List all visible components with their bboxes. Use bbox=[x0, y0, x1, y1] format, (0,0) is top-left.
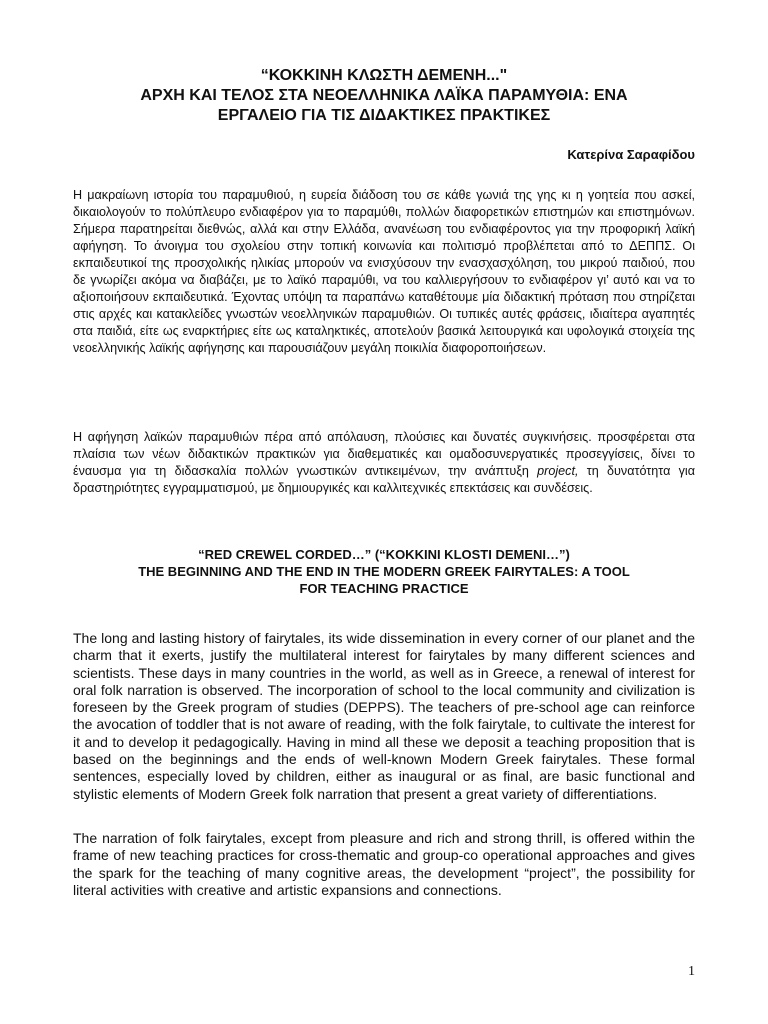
greek-abstract-p2-italic: project, bbox=[537, 464, 579, 478]
english-title-line-2: THE BEGINNING AND THE END IN THE MODERN GREEK FAIRYTALES: A TOOL bbox=[138, 564, 630, 579]
greek-abstract-paragraph-1: Η μακραίωνη ιστορία του παραμυθιού, η ευρεία διάδοση του σε κάθε γωνιά της γης κι η γοητεία που ασκεί, δικαιολογούν το πολύπλευρο ενδιαφέρον για το παραμύθι, πολλών διαφορετικών επιστημών και επιστημόνων. Σήμερα παρατηρείται διεθνώς, αλλά και στην Ελλάδα, ανανέωση του ενδιαφέροντος για την προφορική λαϊκή αφήγηση. Το άνοιγμα του σχολείου στην τοπική κοινωνία και πολιτισμό προβλέπεται από το ΔΕΠΠΣ. Οι εκπαιδευτικοί της προσχολικής ηλικίας μπορούν να ενισχύσουν την ενασχασχόληση, του μικρού παιδιού, που δε γνωρίζει ακόμα να διαβάζει, με το λαϊκό παραμύθι, να του καλλιεργήσουν το ενδιαφέρον γι’ αυτό και να το αξιοποιήσουν εκπαιδευτικά. Έχοντας υπόψη τα παραπάνω καταθέτουμε μία διδακτική πρόταση που στηρίζεται στις αρχές και κατακλείδες γνωστών νεοελληνικών παραμυθιών. Οι τυπικές αυτές φράσεις, ιδιαίτερα αγαπητές στα παιδιά, είτε ως εναρκτήριες είτε ως καταληκτικές, αποτελούν βασικά λειτουργικά και υφολογικά στοιχεία της νεοελληνικής λαϊκής αφήγησης και παρουσιάζουν μεγάλη ποικιλία διαφοροποιήσεων. bbox=[73, 188, 695, 355]
greek-abstract-p2-text-1: Η αφήγηση λαϊκών παραμυθιών πέρα από απόλαυση, πλούσιες και δυνατές συγκινήσεις. προσφέρεται στα πλαίσια των νέων διδακτικών πρακτικών για διαθεματικές και ομαδοσυνεργατικές προσεγγίσεις, δίνει το έναυσμα για τη διδασκαλία πολλών γνωστικών αντικειμένων, την ανάπτυξη bbox=[73, 430, 695, 478]
english-title bbox=[60, 546, 708, 597]
greek-abstract-p2-text-2: τη δυνατότητα για δραστηριότητες εγγραμματισμού, με δημιουργικές και καλλιτεχνικές επεκτάσεις και συνδέσεις. bbox=[73, 464, 696, 495]
greek-title-line-1: “ΚΟΚΚΙΝΗ ΚΛΩΣΤΗ ΔΕΜΕΝΗ..." bbox=[260, 67, 508, 84]
greek-title-line-2: ΑΡΧΗ ΚΑΙ ΤΕΛΟΣ ΣΤΑ ΝΕΟΕΛΛΗΝΙΚΑ ΛΑΪΚΑ ΠΑΡΑΜΥΘΙΑ: ΕΝΑ bbox=[140, 87, 628, 104]
page-number: 1 bbox=[688, 964, 695, 979]
english-abstract-paragraph-2: The narration of folk fairytales, except from pleasure and rich and strong thrill, is offered within the frame of new teaching practices for cross-thematic and group-co operational approaches and gives the spark for the teaching of many cognitive areas, the development “project”, the possibility for literal activities with creative and artistic expansions and connections. bbox=[73, 830, 695, 898]
english-title-line-3: FOR TEACHING PRACTICE bbox=[299, 581, 469, 596]
greek-abstract-paragraph-2 bbox=[73, 429, 695, 497]
author-name: Κατερίνα Σαραφίδου bbox=[567, 147, 695, 162]
greek-title bbox=[60, 66, 708, 126]
english-abstract-paragraph-1: The long and lasting history of fairytales, its wide dissemination in every corner of our planet and the charm that it exerts, justify the multilateral interest for fairytales by many different sciences and scientists. These days in many countries in the world, as well as in Greece, a renewal of interest for oral folk narration is observed. The incorporation of school to the local community and civilization is foreseen by the Greek program of studies (DEPPS). The teachers of pre-school age can reinforce the avocation of toddler that is not aware of reading, with the folk fairytale, to cultivate the interest for it and to develop it pedagogically. Having in mind all these we deposit a teaching proposition that is based on the beginnings and the ends of well-known Modern Greek fairytales. These formal sentences, especially loved by children, either as inaugural or as final, are basic functional and stylistic elements of Modern Greek folk narration that present a great variety of differentiations. bbox=[73, 630, 695, 802]
english-title-line-1: “RED CREWEL CORDED…” (“KOKKINI KLOSTI DEMENI…”) bbox=[198, 547, 570, 562]
greek-title-line-3: ΕΡΓΑΛΕΙΟ ΓΙΑ ΤΙΣ ΔΙΔΑΚΤΙΚΕΣ ΠΡΑΚΤΙΚΕΣ bbox=[217, 107, 551, 124]
